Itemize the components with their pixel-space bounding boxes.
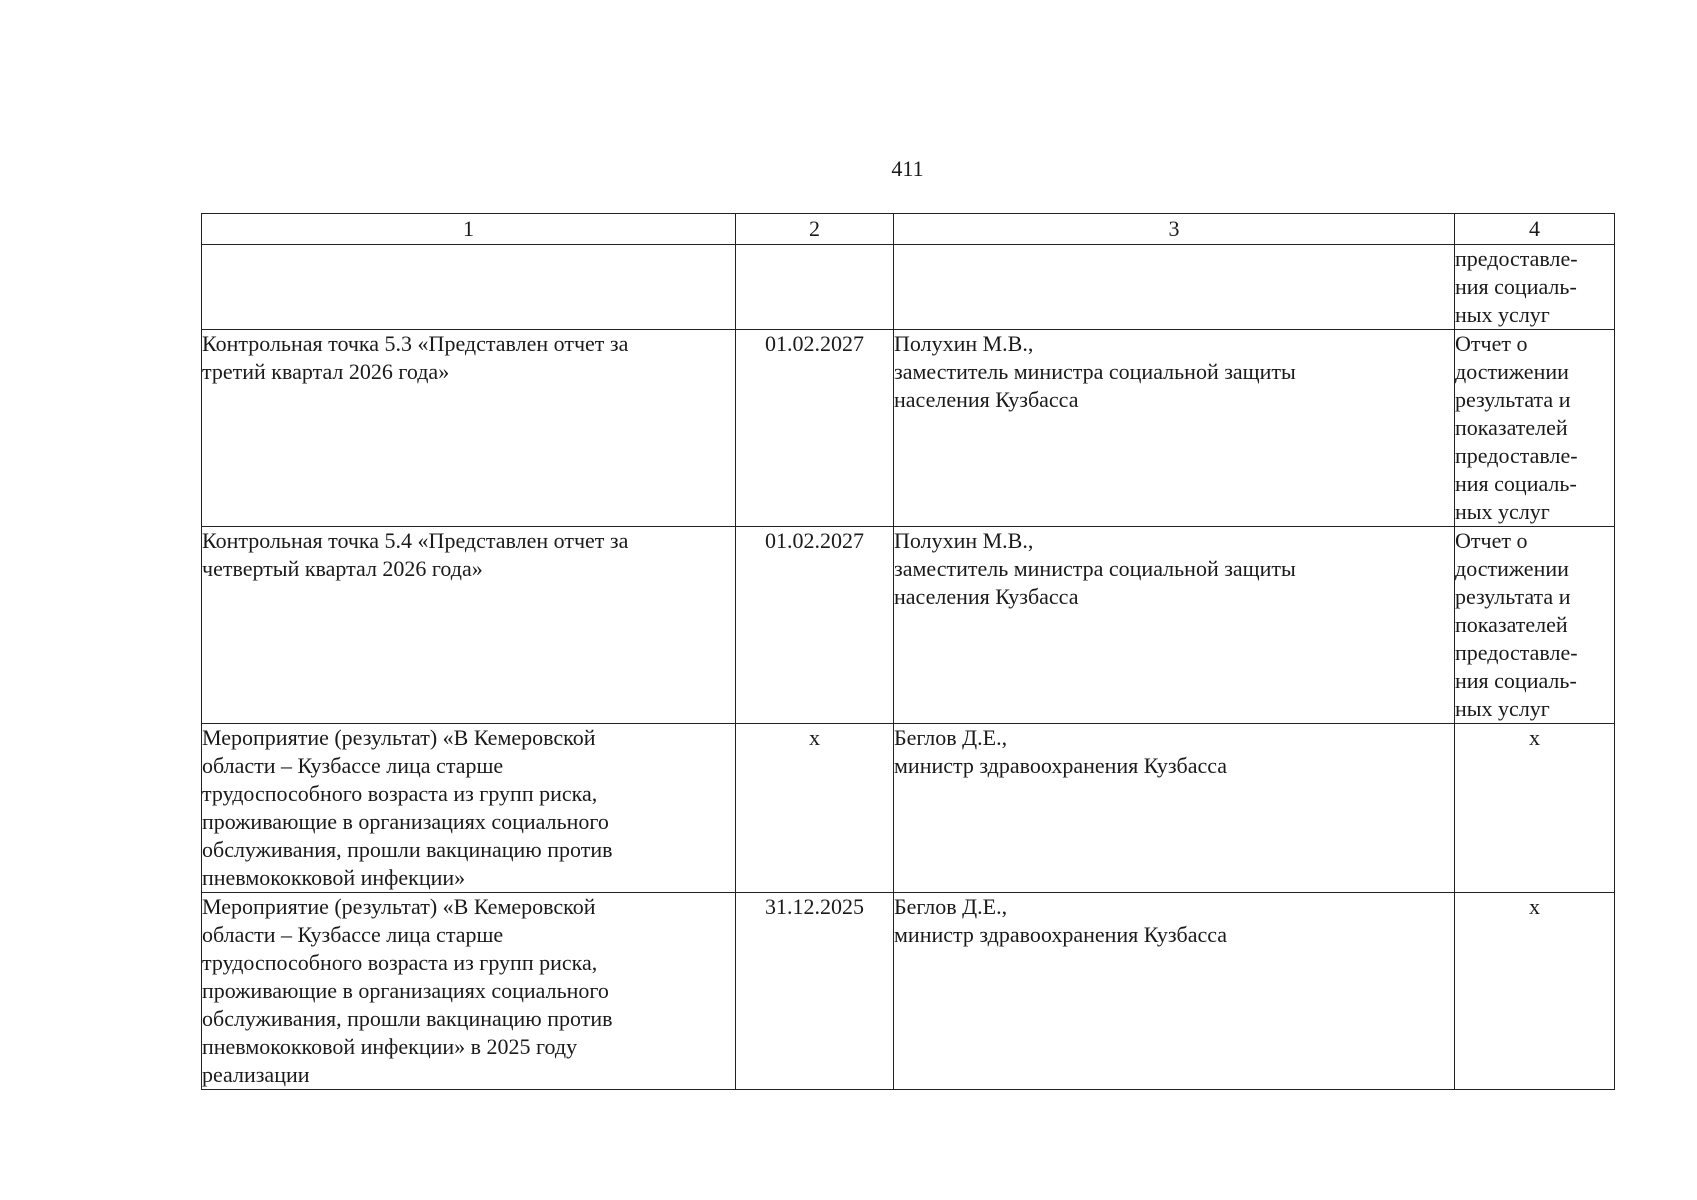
cell-line: Отчет о <box>1455 331 1528 356</box>
cell-line: достижении <box>1455 556 1569 581</box>
table-row <box>202 245 1615 330</box>
column-header-1: 1 <box>202 214 736 245</box>
date-cell: х <box>736 724 894 893</box>
table-row <box>202 527 1615 724</box>
cell-line: предоставле- <box>1455 640 1578 665</box>
table-header-row <box>202 214 1615 245</box>
document-cell <box>1455 724 1615 893</box>
cell-line: заместитель министра социальной защиты <box>894 359 1296 384</box>
cell-line: ния социаль- <box>1455 274 1577 299</box>
cell-line: населения Кузбасса <box>894 584 1079 609</box>
cell-line: министр здравоохранения Кузбасса <box>894 922 1228 947</box>
table-row <box>202 330 1615 527</box>
cell-line: Мероприятие (результат) «В Кемеровской <box>202 725 596 750</box>
cell-line: министр здравоохранения Кузбасса <box>894 753 1228 778</box>
cell-line: показателей <box>1455 415 1568 440</box>
cell-line: области – Кузбассе лица старше <box>202 753 504 778</box>
cell-line: Мероприятие (результат) «В Кемеровской <box>202 894 596 919</box>
cell-line: ния социаль- <box>1455 668 1577 693</box>
table-row <box>202 893 1615 1090</box>
cell-line: Беглов Д.Е., <box>894 725 1008 750</box>
date-cell: 31.12.2025 <box>736 893 894 1090</box>
cell-line: достижении <box>1455 359 1569 384</box>
cell-line: четвертый квартал 2026 года» <box>202 556 483 581</box>
description-cell <box>202 330 736 527</box>
cell-line: трудоспособного возраста из групп риска, <box>202 781 598 806</box>
responsible-cell <box>894 245 1455 330</box>
cell-line: х <box>1529 725 1540 750</box>
description-cell <box>202 245 736 330</box>
cell-line: Контрольная точка 5.4 «Представлен отчет за <box>202 528 629 553</box>
cell-line: заместитель министра социальной защиты <box>894 556 1296 581</box>
document-table <box>201 213 1615 1090</box>
cell-line: проживающие в организациях социального <box>202 809 609 834</box>
cell-line: третий квартал 2026 года» <box>202 359 450 384</box>
cell-line: ния социаль- <box>1455 471 1577 496</box>
cell-line: Беглов Д.Е., <box>894 894 1008 919</box>
table-row <box>202 724 1615 893</box>
page-number: 411 <box>891 156 924 181</box>
cell-line: обслуживания, прошли вакцинацию против <box>202 1006 613 1031</box>
date-cell: 01.02.2027 <box>736 527 894 724</box>
cell-line: предоставле- <box>1455 443 1578 468</box>
cell-line: пневмококковой инфекции» <box>202 865 466 890</box>
cell-line: предоставле- <box>1455 246 1578 271</box>
description-cell <box>202 724 736 893</box>
description-cell <box>202 893 736 1090</box>
cell-line: области – Кузбассе лица старше <box>202 922 504 947</box>
date-cell <box>736 245 894 330</box>
cell-line: ных услуг <box>1455 499 1550 524</box>
cell-line: обслуживания, прошли вакцинацию против <box>202 837 613 862</box>
column-header-4: 4 <box>1455 214 1615 245</box>
document-cell <box>1455 527 1615 724</box>
cell-line: реализации <box>202 1062 310 1087</box>
cell-line: результата и <box>1455 387 1571 412</box>
responsible-cell <box>894 330 1455 527</box>
column-header-3: 3 <box>894 214 1455 245</box>
cell-line: Отчет о <box>1455 528 1528 553</box>
document-cell <box>1455 893 1615 1090</box>
cell-line: показателей <box>1455 612 1568 637</box>
cell-line: пневмококковой инфекции» в 2025 году <box>202 1034 578 1059</box>
cell-line: Контрольная точка 5.3 «Представлен отчет за <box>202 331 629 356</box>
cell-line: Полухин М.В., <box>894 528 1034 553</box>
responsible-cell <box>894 724 1455 893</box>
cell-line: х <box>1529 894 1540 919</box>
cell-line: трудоспособного возраста из групп риска, <box>202 950 598 975</box>
cell-line: Полухин М.В., <box>894 331 1034 356</box>
cell-line: ных услуг <box>1455 302 1550 327</box>
document-cell <box>1455 330 1615 527</box>
responsible-cell <box>894 527 1455 724</box>
document-cell <box>1455 245 1615 330</box>
responsible-cell <box>894 893 1455 1090</box>
cell-line: результата и <box>1455 584 1571 609</box>
date-cell: 01.02.2027 <box>736 330 894 527</box>
description-cell <box>202 527 736 724</box>
column-header-2: 2 <box>736 214 894 245</box>
cell-line: проживающие в организациях социального <box>202 978 609 1003</box>
cell-line: населения Кузбасса <box>894 387 1079 412</box>
cell-line: ных услуг <box>1455 696 1550 721</box>
